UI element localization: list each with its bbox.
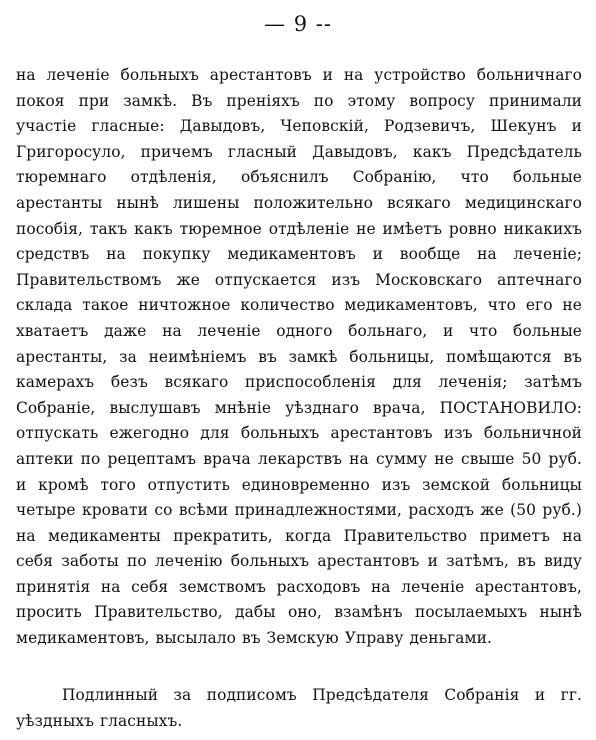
page-number: — 9 -- [264,12,332,36]
body-paragraph: на леченіе больныхъ арестантовъ и на устройство больничнаго покоя при замкѣ. Въ преніяхъ по этому вопросу принимали участіе гласные: Давыдовъ, Чеповскій, Родзевичъ, Шекунъ и Григоросуло, причемъ гласный Давыдовъ, какъ Предсѣдатель тюремнаго отдѣленія, объяснилъ Собранію, что больные арестанты нынѣ лишены положительно всякаго медицинскаго пособія, такъ какъ тюремное отдѣленіе не имѣетъ ровно никакихъ средствъ на покупку медикаментовъ и вообще на леченіе; Правительствомъ же отпускается изъ Московскаго аптечнаго склада такое ничтожное количество медикаментовъ, что его не хватаетъ даже на леченіе одного больнаго, и что больные арестанты, за неимѣніемъ въ замкѣ больницы, помѣщаются въ камерахъ безъ всякаго приспособленія для леченія; затѣмъ Собраніе, выслушавъ мнѣніе уѣзднаго врача, ПОСТАНОВИЛО: отпускать ежегодно для больныхъ арестантовъ изъ больничной аптеки по рецептамъ врача лекарствъ на сумму не свыше 50 руб. и кромѣ того отпустить единовременно изъ земской больницы четыре кровати со всѣми принадлежностями, расходъ же (50 руб.) на медикаменты прекратить, когда Правительство приметъ на себя заботы по леченію больныхъ арестантовъ и затѣмъ, въ виду принятія на себя земствомъ расходовъ на леченіе арестантовъ, просить Правительство, дабы оно, взамѣнъ посылаемыхъ нынѣ медикаментовъ, высылало въ Земскую Управу деньгами. [16,66,582,648]
closing-note: Подлинный за подписомъ Предсѣдателя Собранія и гг. уѣздныхъ гласныхъ. [16,686,582,730]
